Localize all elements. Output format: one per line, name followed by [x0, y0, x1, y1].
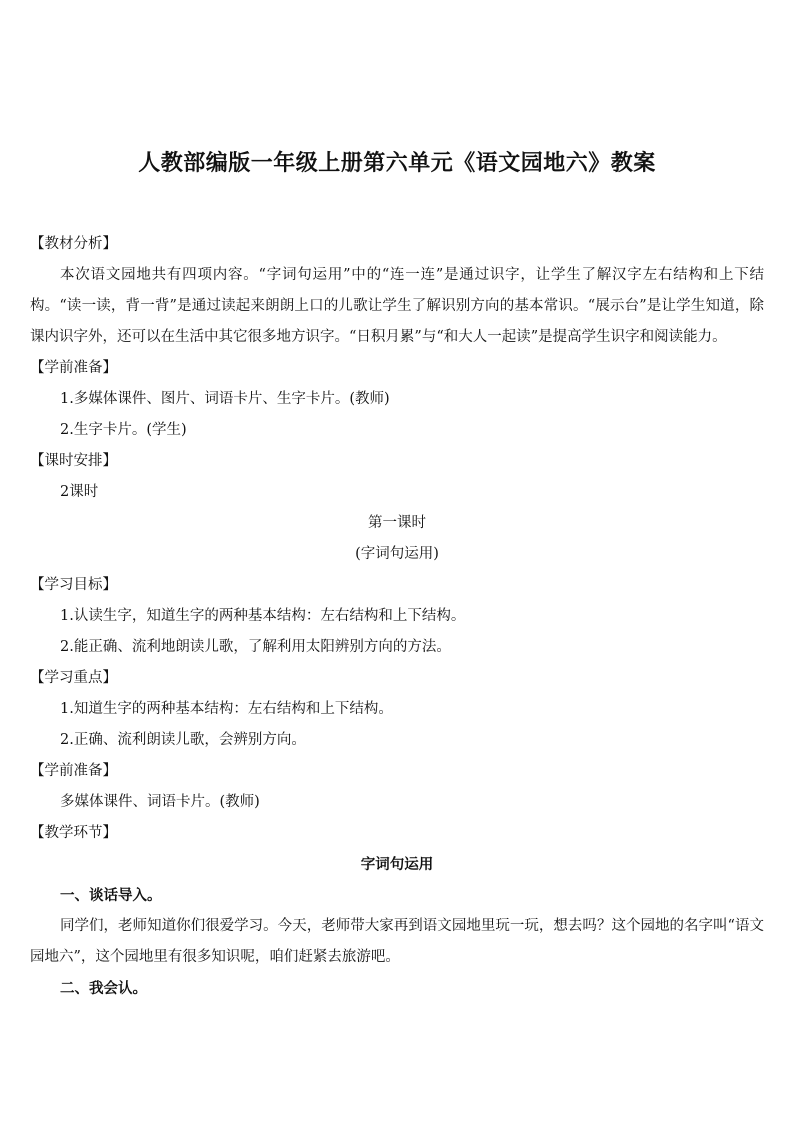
goal-item-1: 1.认读生字，知道生字的两种基本结构：左右结构和上下结构。: [60, 608, 466, 624]
section-heading-key-points: 【学习重点】: [30, 670, 117, 686]
teaching-step-one: 一、谈话导入。: [60, 887, 162, 904]
key-point-item-1: 1.知道生字的两种基本结构：左右结构和上下结构。: [60, 701, 393, 717]
preparation-item-1: 1.多媒体课件、图片、词语卡片、生字卡片。(教师): [60, 391, 390, 407]
lesson-one-subtitle: (字词句运用): [355, 546, 439, 562]
teaching-step-one-text: 同学们，老师知道你们很爱学习。今天，老师带大家再到语文园地里玩一玩，想去吗？这个园地的名字叫“语文园地六”，这个园地里有很多知识呢，咱们赶紧去旅游吧。: [30, 918, 764, 965]
schedule-text: 2课时: [60, 484, 99, 500]
section-heading-preparation-two: 【学前准备】: [30, 763, 117, 779]
section-heading-textbook-analysis: 【教材分析】: [30, 236, 117, 252]
textbook-analysis-paragraph: 本次语文园地共有四项内容。“字词句运用”中的“连一连”是通过识字，让学生了解汉字左右结构和上下结构。“读一读，背一背”是通过读起来朗朗上口的儿歌让学生了解识别方向的基本常识。“展示台”是让学生知道，除课内识字外，还可以在生活中其它很多地方识字。“日积月累”与“和大人一起读”是提高学生识字和阅读能力。: [30, 267, 764, 345]
section-heading-preparation: 【学前准备】: [30, 360, 117, 376]
teaching-subheading: 字词句运用: [360, 856, 434, 873]
document-body: [30, 229, 764, 1004]
lesson-one-title: 第一课时: [368, 515, 426, 531]
document-page: [30, 0, 764, 1123]
preparation-two-text: 多媒体课件、词语卡片。(教师): [60, 794, 260, 810]
key-point-item-2: 2.正确、流利朗读儿歌，会辨别方向。: [60, 732, 306, 748]
section-heading-teaching: 【教学环节】: [30, 825, 117, 841]
preparation-item-2: 2.生字卡片。(学生): [60, 422, 187, 438]
teaching-step-two: 二、我会认。: [60, 980, 147, 997]
goal-item-2: 2.能正确、流利地朗读儿歌，了解利用太阳辨别方向的方法。: [60, 639, 451, 655]
section-heading-schedule: 【课时安排】: [30, 453, 117, 469]
section-heading-goals: 【学习目标】: [30, 577, 117, 593]
document-title: 人教部编版一年级上册第六单元《语文园地六》教案: [138, 151, 656, 176]
